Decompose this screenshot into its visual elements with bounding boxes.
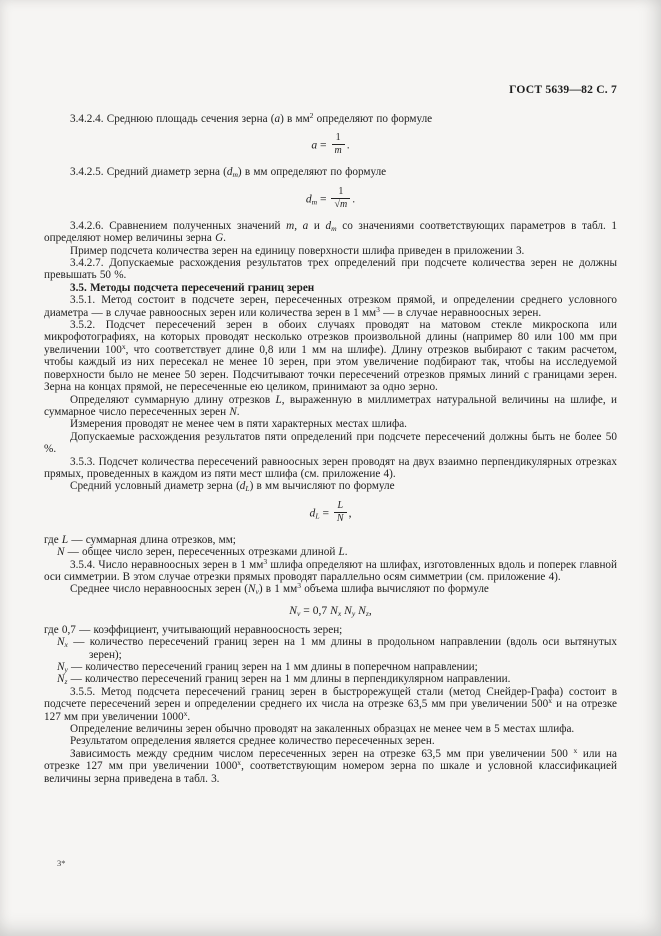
- text-segment: L: [275, 393, 282, 406]
- text-segment: d: [325, 219, 332, 232]
- text-segment: x: [237, 758, 242, 768]
- text-segment: G: [215, 232, 224, 245]
- paragraph: [44, 456, 617, 481]
- text-segment: L: [337, 499, 343, 511]
- text-segment: Определяют суммарную длину отрезков: [70, 393, 276, 406]
- text-segment: z: [365, 608, 369, 618]
- paragraph: [57, 546, 617, 558]
- text-segment: 3.4.2.4. Среднюю площадь сечения зерна (: [70, 113, 275, 125]
- text-segment: определяют по формуле: [313, 113, 433, 125]
- text-segment: N: [57, 673, 65, 686]
- text-segment: Зависимость между средним числом пересеченных зерен на отрезке 63,5 мм при увеличении 500: [70, 747, 574, 760]
- paragraph: [44, 113, 617, 125]
- text-segment: — в случае неравноосных зерен.: [379, 306, 542, 319]
- text-segment: Средний условный диаметр зерна (: [70, 480, 240, 493]
- text-segment: y: [351, 608, 356, 618]
- text-segment: v: [255, 587, 259, 597]
- text-segment: √: [334, 198, 340, 210]
- fraction-numerator: [332, 133, 345, 144]
- text-segment: N: [336, 512, 344, 524]
- text-segment: 3.5.4. Число неравноосных зерен в 1 мм: [70, 558, 264, 571]
- text-segment: y: [64, 665, 68, 674]
- text-segment: 1: [338, 185, 344, 197]
- paragraph: [44, 319, 617, 393]
- paragraph: [44, 220, 617, 245]
- text-segment: 3.5.2. Подсчет пересечений зерен в обоих случаях проводят на матовом стекле микроскопа или микрофотографиях, на которых проводят несколько отрезков произвольной длины (например 80 или 100 мм при увеличении 100: [44, 319, 617, 356]
- text-segment: , что соответствует длине 0,8 или 1 мм на шлифе). Длину отрезков выбирают с таким расчетом, чтобы каждый из них пересекал не менее 10 зерен, при этом увеличение подбирают так, чтобы на исследуемой поверхности было не менее 50 зерен. Подсчитывают точки пересечений отрезков прямых линий с границами зерен. Зерна на концах прямой, не пересеченные ею целиком, принимают за одно зерно.: [44, 343, 617, 394]
- fraction-numerator: [334, 501, 347, 512]
- text-segment: .: [346, 139, 350, 153]
- text-segment: где: [44, 533, 62, 546]
- text-segment: 3.4.2.5. Средний диаметр зерна (: [70, 166, 227, 179]
- text-segment: 3: [376, 304, 380, 314]
- text-segment: m: [311, 197, 318, 207]
- paragraph: [44, 257, 617, 282]
- text-segment: N: [57, 546, 65, 559]
- text-segment: 3.5.1. Метод состоит в подсчете зерен, пересеченных отрезком прямой, и определении среднего условного диаметра — в случае равноосных зерен или количества зерен в 1 мм: [44, 294, 617, 319]
- text-segment: и: [308, 219, 326, 232]
- text-segment: шлифа определяют на шлифах, изготовленных вдоль и поперек главной оси симметрии. В этом случае отрезки прямых проводят параллельно осям симметрии (см. приложение 4).: [44, 558, 618, 583]
- text-segment: и на отрезке 127 мм при увеличении 1000: [44, 698, 617, 723]
- text-segment: где 0,7 — коэффициент, учитывающий неравноосность зерен;: [44, 623, 343, 636]
- fraction: [331, 187, 350, 210]
- document-body: [44, 113, 617, 785]
- footer-signature-mark: 3*: [57, 858, 66, 868]
- fraction-numerator: [331, 187, 350, 198]
- text-segment: =: [317, 139, 330, 153]
- text-segment: L: [61, 533, 69, 546]
- text-segment: d: [226, 166, 233, 179]
- text-segment: .: [187, 710, 191, 723]
- text-segment: 1: [335, 132, 341, 144]
- text-segment: 3.5.3. Подсчет количества пересечений равноосных зерен проводят на двух взаимно перпендикулярных отрезках прямых, проведенных в каждом из пяти мест шлифа (см. приложение 4).: [44, 455, 617, 480]
- text-segment: d: [309, 506, 316, 520]
- paragraph: [44, 431, 617, 456]
- text-segment: x: [183, 708, 188, 718]
- paragraph: [44, 166, 617, 178]
- text-segment: a: [274, 113, 281, 125]
- paragraph: [57, 673, 617, 685]
- text-segment: L: [338, 546, 345, 559]
- text-segment: 3: [263, 556, 268, 566]
- text-segment: — суммарная длина отрезков, мм;: [68, 533, 236, 546]
- text-segment: .: [344, 546, 348, 559]
- text-segment: N: [358, 603, 366, 617]
- text-segment: x: [548, 696, 552, 706]
- paragraph: [44, 394, 617, 419]
- text-segment: =: [317, 192, 330, 206]
- paragraph: [44, 686, 617, 723]
- text-segment: Среднее число неравноосных зерен (: [70, 583, 248, 596]
- text-segment: Измерения проводят не менее чем в пяти характерных местах шлифа.: [70, 418, 407, 431]
- text-segment: v: [296, 608, 301, 618]
- text-segment: N: [330, 603, 338, 617]
- text-segment: объема шлифа вычисляют по формуле: [301, 583, 489, 596]
- text-segment: ) в мм определяют по формуле: [237, 166, 387, 179]
- text-segment: m: [331, 223, 337, 233]
- text-segment: ) в мм вычисляют по формуле: [249, 480, 395, 493]
- text-segment: a: [311, 139, 318, 153]
- formula: [44, 133, 617, 159]
- text-segment: со значениями соответствующих параметров в табл. 1 определяют номер величины зерна: [44, 219, 618, 245]
- text-segment: 3: [297, 581, 301, 591]
- text-segment: L: [315, 511, 320, 521]
- paragraph: [44, 534, 617, 546]
- text-segment: — общее число зерен, пересеченных отрезками длиной: [64, 546, 339, 559]
- text-segment: 3.5.5. Метод подсчета пересечений границ зерен в быстрорежущей стали (метод Снейдер-Графа) состоит в подсчете пересечений зерен и определении среднего их числа на отрезке 63,5 мм при увеличении 500: [44, 685, 617, 711]
- text-segment: .: [352, 192, 356, 206]
- fraction-denominator: [332, 144, 345, 156]
- paragraph: [44, 418, 617, 430]
- paragraph: [44, 723, 617, 735]
- formula: [44, 187, 617, 213]
- section-heading: [44, 282, 617, 294]
- text-segment: m, a: [286, 219, 309, 232]
- text-segment: ) в 1 мм: [258, 583, 298, 596]
- text-segment: Определение величины зерен обычно проводят на закаленных образцах не менее чем в 5 местах шлифа.: [70, 723, 575, 736]
- text-segment: x: [121, 341, 126, 351]
- text-segment: N: [57, 636, 65, 649]
- fraction-denominator: [334, 512, 347, 524]
- text-segment: m: [334, 145, 342, 157]
- text-segment: =: [319, 506, 332, 520]
- paragraph: [44, 624, 617, 636]
- text-segment: .: [223, 232, 226, 245]
- text-segment: , выраженную в миллиметрах натуральной величины на шлифе, и суммарное число пересеченных зерен: [44, 393, 617, 418]
- text-segment: x: [573, 745, 578, 755]
- paragraph: [44, 735, 617, 747]
- paragraph: [57, 636, 617, 661]
- text-segment: ) в мм: [280, 113, 310, 125]
- paragraph: [44, 294, 617, 319]
- text-segment: 3.4.2.6. Сравнением полученных значений: [70, 219, 287, 232]
- page-header: ГОСТ 5639—82 С. 7: [509, 83, 617, 96]
- text-segment: N: [248, 583, 256, 596]
- text-segment: — количество пересечений границ зерен на 1 мм длины в поперечном направлении;: [67, 661, 478, 673]
- text-segment: Пример подсчета количества зерен на единицу поверхности шлифа приведен в приложении 3.: [70, 244, 525, 257]
- fraction: [334, 501, 347, 524]
- fraction-denominator: [331, 198, 350, 210]
- text-segment: N: [57, 661, 65, 673]
- text-segment: Результатом определения является среднее количество пересеченных зерен.: [70, 735, 435, 748]
- text-segment: Допускаемые расхождения результатов пяти определений при подсчете пересечений должны быть не более 50 %.: [44, 430, 617, 456]
- text-segment: 2: [309, 111, 314, 120]
- text-segment: — количество пересечений границ зерен на 1 мм длины в продольном направлении (вдоль оси вытянутых зерен);: [67, 636, 617, 661]
- paragraph: [44, 583, 617, 595]
- text-segment: L: [245, 484, 250, 494]
- text-segment: z: [64, 677, 68, 687]
- paragraph: [44, 556, 618, 584]
- text-segment: x: [337, 608, 342, 618]
- text-segment: x: [64, 640, 68, 650]
- paragraph: [44, 745, 618, 785]
- text-segment: d: [239, 480, 246, 493]
- text-segment: = 0,7: [300, 603, 331, 617]
- text-segment: m: [232, 170, 238, 180]
- formula: [44, 501, 617, 527]
- paragraph: [44, 480, 617, 492]
- text-segment: , соответствующим номером зерна по шкале и условной классификацией величины зерна приведена в табл. 3.: [44, 760, 617, 785]
- text-segment: — количество пересечений границ зерен на 1 мм длины в перпендикулярном направлении.: [67, 673, 511, 686]
- text-segment: 3.4.2.7. Допускаемые расхождения результатов трех определений при подсчете количества зерен не должны превышать 50 %.: [44, 257, 617, 282]
- text-segment: ,: [348, 506, 352, 520]
- text-segment: 3.5. Методы подсчета пересечений границ зерен: [70, 281, 315, 294]
- paragraph: [57, 661, 617, 673]
- text-segment: .: [236, 405, 240, 418]
- text-segment: d: [305, 192, 312, 206]
- text-segment: N: [229, 405, 237, 418]
- text-segment: N: [344, 603, 352, 617]
- text-segment: m: [339, 198, 348, 210]
- text-segment: N: [289, 603, 297, 617]
- formula: [44, 604, 617, 617]
- paragraph: [44, 245, 617, 257]
- fraction: [332, 133, 345, 156]
- text-segment: ,: [368, 603, 372, 617]
- text-segment: или на отрезке 127 мм при увеличении 1000: [44, 747, 618, 773]
